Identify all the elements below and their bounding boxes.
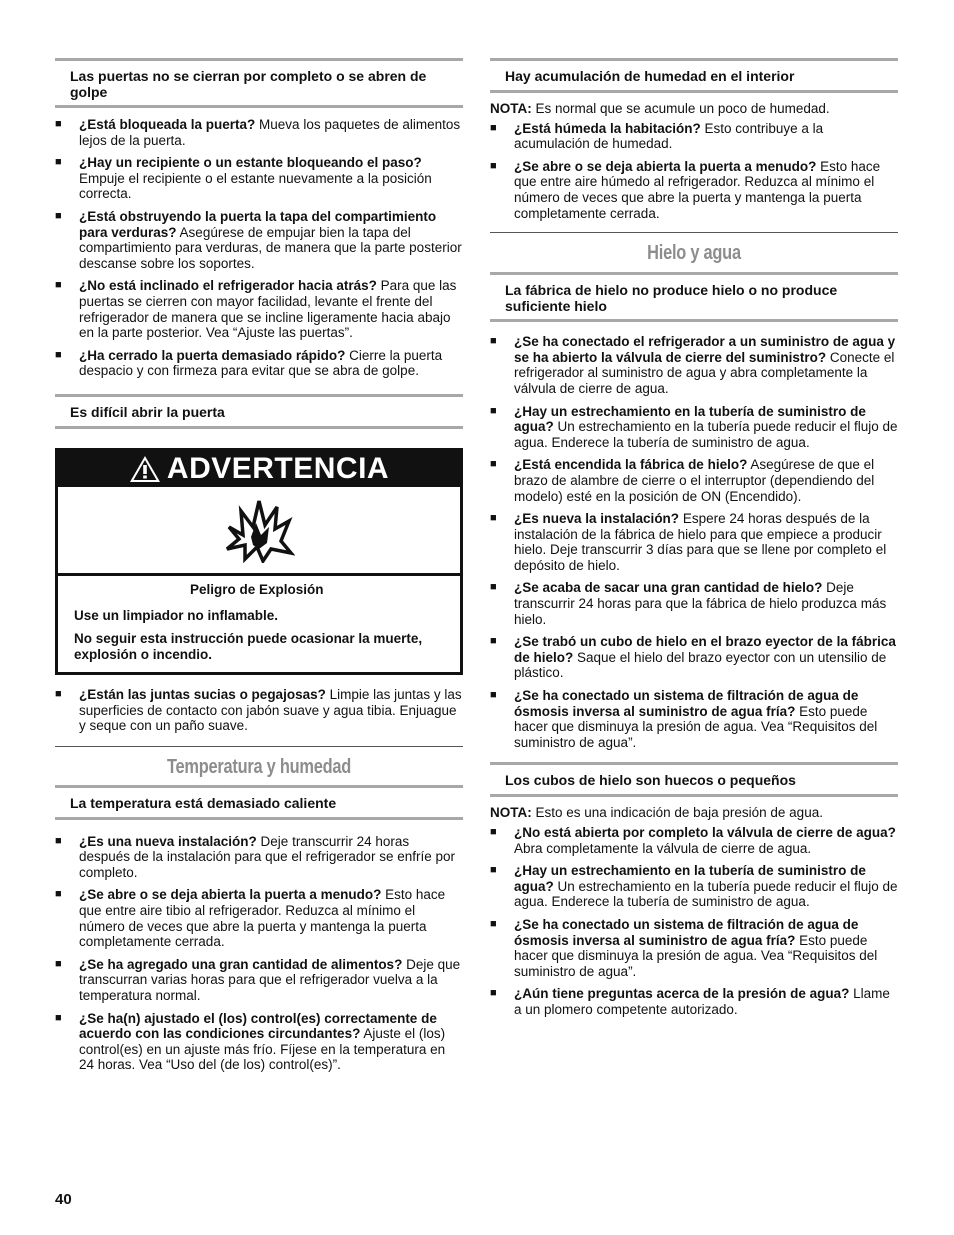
left-column	[55, 58, 463, 1073]
item-question: ¿Ha cerrado la puerta demasiado rápido?	[79, 347, 346, 363]
item-answer: Espere 24 horas después de la instalación de la fábrica de hielo para que empiece a producir hielo. Deje transcurrir 3 días para que se llene por completo el depósito de hielo.	[514, 511, 887, 573]
item-question: ¿Hay un recipiente o un estante bloqueando el paso?	[79, 155, 422, 171]
warning-title: ADVERTENCIA	[166, 451, 390, 485]
item-answer: Deje transcurrir 24 horas después de la instalación para que el refrigerador se enfríe por completo.	[79, 833, 455, 880]
hazard-label: Peligro de Explosión	[190, 581, 324, 597]
warning-image	[58, 487, 460, 576]
list-item	[490, 334, 898, 396]
section-title: Temperatura y humedad	[166, 755, 352, 778]
page-number: 40	[55, 1191, 72, 1208]
list-item	[490, 688, 898, 750]
bullet-list	[55, 687, 463, 734]
item-answer: Esto contribuye a la acumulación de humedad.	[514, 120, 824, 152]
list-item	[55, 834, 463, 881]
item-question: ¿Están las juntas sucias o pegajosas?	[79, 686, 326, 702]
item-question: ¿Está bloqueada la puerta?	[79, 117, 256, 132]
list-item	[490, 159, 898, 221]
list-item	[490, 986, 898, 1017]
list-item	[55, 209, 463, 271]
subsection-heading: Los cubos de hielo son huecos o pequeños	[490, 762, 898, 797]
subsection-heading: Es difícil abrir la puerta	[55, 394, 463, 429]
subsection-heading: Hay acumulación de humedad en el interior	[490, 58, 898, 93]
item-question: ¿Es una nueva instalación?	[79, 833, 257, 849]
bullet-list	[55, 834, 463, 1073]
item-answer: Deje transcurrir 24 horas para que la fábrica de hielo produzca más hielo.	[514, 580, 887, 627]
list-item	[490, 121, 898, 152]
item-answer: Asegúrese de que el brazo de alambre de cierre o el interruptor (dependiendo del modelo) esté en la posición de ON (Encendido).	[514, 457, 875, 504]
item-question: ¿Está encendida la fábrica de hielo?	[514, 457, 748, 473]
item-question: ¿Está húmeda la habitación?	[514, 120, 701, 136]
section-title: Hielo y agua	[647, 242, 741, 265]
warning-box	[55, 448, 463, 675]
item-question: ¿Se acaba de sacar una gran cantidad de hielo?	[514, 580, 823, 596]
warning-line: Use un limpiador no inflamable.	[74, 608, 279, 624]
item-question: ¿Aún tiene preguntas acerca de la presión de agua?	[514, 986, 850, 1002]
item-question: ¿Hay un estrechamiento en la tubería de suministro de agua?	[514, 403, 866, 435]
subsection-heading: Las puertas no se cierran por completo o se abren de golpe	[55, 58, 463, 108]
item-question: ¿Hay un estrechamiento en la tubería de suministro de agua?	[514, 863, 866, 894]
list-item	[490, 863, 898, 910]
bullet-list	[490, 825, 898, 1018]
item-answer: Esto puede hacer que disminuya la presión de agua. Vea “Requisitos del suministro de agua”.	[514, 703, 878, 750]
item-question: ¿Se ha(n) ajustado el (los) control(es) correctamente de acuerdo con las condiciones circundantes?	[79, 1010, 437, 1042]
list-item	[55, 887, 463, 949]
item-question: ¿Se ha agregado una gran cantidad de alimentos?	[79, 956, 403, 972]
item-answer: Para que las puertas se cierren con mayor facilidad, levante el frente del refrigerador de manera que se incline ligeramente hacia abajo en la parte posterior. Vea “Ajuste las puertas”.	[79, 278, 457, 341]
item-answer: Un estrechamiento en la tubería puede reducir el flujo de agua. Enderece la tubería de suministro de agua.	[514, 419, 898, 450]
list-item	[490, 825, 898, 856]
note-text: Es normal que se acumule un poco de humedad.	[531, 101, 830, 116]
item-answer: Llame a un plomero competente autorizado.	[514, 986, 890, 1017]
list-item	[55, 278, 463, 340]
note	[490, 805, 898, 821]
subsection-heading: La fábrica de hielo no produce hielo o no produce suficiente hielo	[490, 272, 898, 322]
item-question: ¿Se abre o se deja abierta la puerta a menudo?	[514, 158, 817, 174]
list-item	[55, 687, 463, 734]
explosion-icon	[223, 497, 295, 563]
list-item	[55, 117, 463, 148]
item-question: ¿Se ha conectado un sistema de filtración de agua de ósmosis inversa al suministro de agua fría?	[514, 916, 859, 948]
item-question: ¿No está inclinado el refrigerador hacia atrás?	[79, 278, 377, 294]
item-answer: Limpie las juntas y las superficies de contacto con jabón suave y agua tibia. Enjuague y seque con un paño suave.	[79, 686, 462, 734]
list-item	[490, 404, 898, 451]
list-item	[55, 155, 463, 202]
item-question: ¿Se trabó un cubo de hielo en el brazo eyector de la fábrica de hielo?	[514, 634, 896, 665]
item-answer: Asegúrese de empujar bien la tapa del compartimiento para verduras, de manera que la parte posterior descanse sobre los soportes.	[79, 224, 462, 271]
list-item	[55, 957, 463, 1004]
item-question: ¿Es nueva la instalación?	[514, 511, 680, 527]
item-question: ¿Se ha conectado un sistema de filtración de agua de ósmosis inversa al suministro de agua fría?	[514, 688, 859, 719]
section-divider	[490, 232, 898, 233]
list-item	[490, 457, 898, 504]
right-column	[490, 58, 898, 1018]
bullet-list	[55, 117, 463, 379]
item-answer: Ajuste el (los) control(es) en un ajuste más frío. Fíjese en la temperatura en 24 horas. Vea “Uso del (de los) control(es)”.	[79, 1026, 446, 1073]
bullet-list	[490, 334, 898, 750]
warning-body	[58, 576, 460, 672]
list-item	[490, 511, 898, 573]
warning-header	[58, 451, 460, 487]
subsection-heading: La temperatura está demasiado caliente	[55, 785, 463, 820]
note-label: NOTA:	[490, 101, 532, 116]
item-answer: Abra completamente la válvula de cierre de agua.	[514, 840, 812, 856]
list-item	[490, 634, 898, 681]
list-item	[55, 1011, 463, 1073]
note-text: Esto es una indicación de baja presión de agua.	[531, 805, 823, 821]
section-divider	[55, 746, 463, 747]
item-question: ¿Se abre o se deja abierta la puerta a menudo?	[79, 887, 382, 903]
warning-line: No seguir esta instrucción puede ocasionar la muerte, explosión o incendio.	[74, 630, 423, 663]
list-item	[490, 580, 898, 627]
item-question: ¿Se ha conectado el refrigerador a un suministro de agua y se ha abierto la válvula de cierre del suministro?	[514, 334, 896, 365]
item-answer: Esto hace que entre aire húmedo al refrigerador. Reduzca al mínimo el número de veces que abre la puerta y mantenga la puerta completamente cerrada.	[514, 158, 881, 221]
item-question: ¿Está obstruyendo la puerta la tapa del compartimiento para verduras?	[79, 208, 437, 240]
item-question: ¿No está abierta por completo la válvula de cierre de agua?	[514, 825, 896, 840]
warning-triangle-icon	[129, 455, 161, 483]
item-answer: Mueva los paquetes de alimentos lejos de la puerta.	[79, 117, 461, 148]
item-answer: Cierre la puerta despacio y con firmeza para evitar que se abra de golpe.	[79, 347, 443, 379]
item-answer: Deje que transcurran varias horas para que el refrigerador vuelva a la temperatura normal.	[79, 956, 461, 1004]
item-answer: Un estrechamiento en la tubería puede reducir el flujo de agua. Enderece la tubería de suministro de agua.	[514, 878, 898, 910]
list-item	[490, 917, 898, 979]
bullet-list	[490, 121, 898, 222]
list-item	[55, 348, 463, 379]
item-answer: Saque el hielo del brazo eyector con un utensilio de plástico.	[514, 649, 887, 681]
item-answer: Conecte el refrigerador al suministro de agua y abra completamente la válvula de cierre de agua.	[514, 349, 895, 396]
note-label: NOTA:	[490, 805, 532, 821]
item-answer: Empuje el recipiente o el estante nuevamente a la posición correcta.	[79, 170, 432, 202]
note	[490, 101, 898, 117]
item-answer: Esto puede hacer que disminuya la presión de agua. Vea “Requisitos del suministro de agua”.	[514, 932, 878, 979]
item-answer: Esto hace que entre aire tibio al refrigerador. Reduzca al mínimo el número de veces que abre la puerta y mantenga la puerta completamente cerrada.	[79, 887, 446, 950]
